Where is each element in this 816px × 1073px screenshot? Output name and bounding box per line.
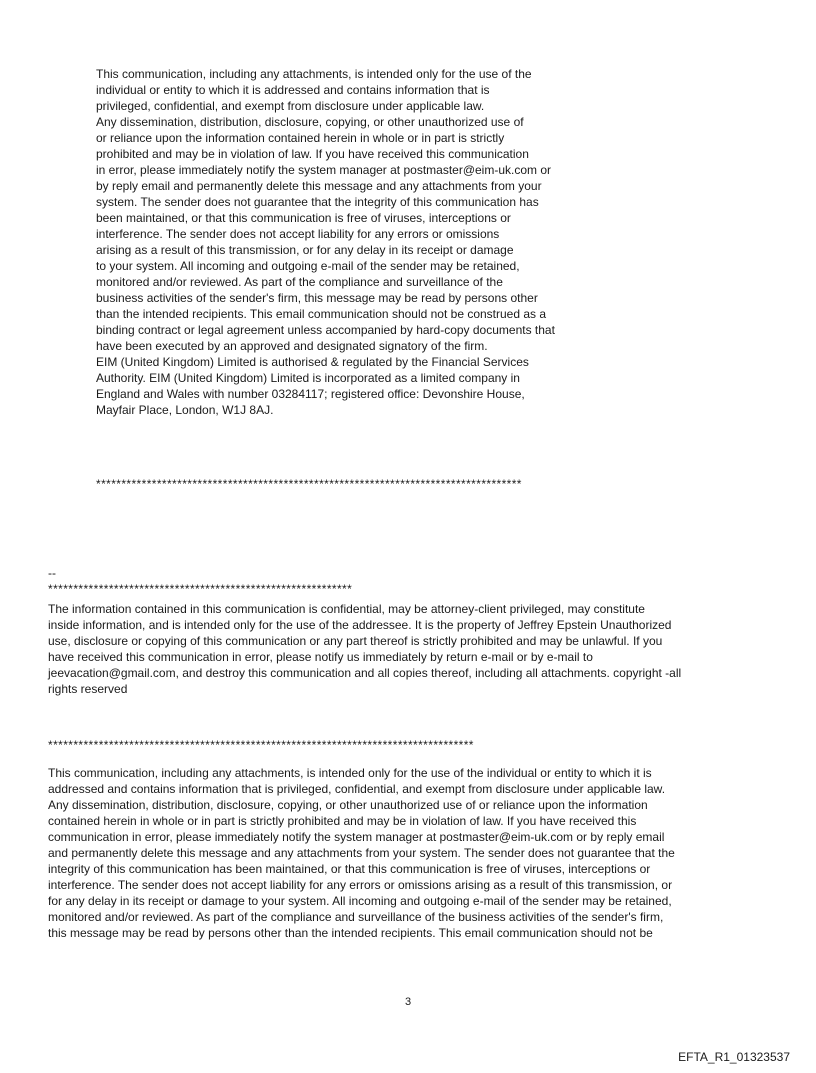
disclaimer-line: Any dissemination, distribution, disclosure, copying, or other unauthorized use of [96,115,524,129]
notice-line: The information contained in this communication is confidential, may be attorney-client privileged, may constitute [48,602,645,616]
disclaimer-line: privileged, confidential, and exempt from disclosure under applicable law. [96,99,485,113]
page-number: 3 [404,996,412,1008]
disclaimer-line: system. The sender does not guarantee that the integrity of this communication has [96,195,539,209]
disclaimer-line: communication in error, please immediately notify the system manager at postmaster@eim-uk.com or by reply email [48,830,665,844]
disclaimer-line: contained herein in whole or in part is strictly prohibited and may be in violation of law. If you have received this [48,814,637,828]
disclaimer-line: monitored and/or reviewed. As part of the compliance and surveillance of the business activities of the sender's firm, [48,910,664,924]
disclaimer-line: England and Wales with number 03284117; registered office: Devonshire House, [96,387,525,401]
notice-line: jeevacation@gmail.com, and destroy this communication and all copies thereof, including all attachments. copyright -all [48,666,682,680]
disclaimer-line: Authority. EIM (United Kingdom) Limited is incorporated as a limited company in [96,371,520,385]
disclaimer-line: have been executed by an approved and designated signatory of the firm. [96,339,488,353]
notice-line: have received this communication in error, please notify us immediately by return e-mail or by e-mail to [48,650,593,664]
notice-line: rights reserved [48,682,128,696]
asterisk-separator: ************************************************************************************ [96,477,522,491]
confidentiality-notice [48,601,681,697]
disclaimer-line: and permanently delete this message and any attachments from your system. The sender does not guarantee that the [48,846,675,860]
second-disclaimer [48,765,675,941]
disclaimer-line: This communication, including any attachments, is intended only for the use of the [96,67,532,81]
asterisk-separator: ************************************************************ [48,582,353,596]
disclaimer-line: by reply email and permanently delete this message and any attachments from your [96,179,542,193]
disclaimer-line: arising as a result of this transmission, or for any delay in its receipt or damage [96,243,514,257]
disclaimer-line: prohibited and may be in violation of law. If you have received this communication [96,147,529,161]
disclaimer-line: addressed and contains information that is privileged, confidential, and exempt from disclosure under applicable law. [48,782,666,796]
disclaimer-line: in error, please immediately notify the system manager at postmaster@eim-uk.com or [96,163,552,177]
disclaimer-line: EIM (United Kingdom) Limited is authorised & regulated by the Financial Services [96,355,529,369]
disclaimer-line: Mayfair Place, London, W1J 8AJ. [96,403,274,417]
document-id: EFTA_R1_01323537 [678,1050,790,1064]
disclaimer-line: interference. The sender does not accept liability for any errors or omissions [96,227,500,241]
disclaimer-line: binding contract or legal agreement unless accompanied by hard-copy documents that [96,323,555,337]
notice-line: inside information, and is intended only for the use of the addressee. It is the property of Jeffrey Epstein Unauthorized [48,618,672,632]
disclaimer-line: been maintained, or that this communication is free of viruses, interceptions or [96,211,511,225]
asterisk-separator: ************************************************************************************ [48,738,474,752]
disclaimer-line: interference. The sender does not accept liability for any errors or omissions arising as a result of this transmission, or [48,878,673,892]
disclaimer-line: This communication, including any attachments, is intended only for the use of the individual or entity to which it is [48,766,652,780]
disclaimer-line: this message may be read by persons other than the intended recipients. This email communication should not be [48,926,653,940]
signature-marker: -- [48,566,56,580]
disclaimer-line: or reliance upon the information contained herein in whole or in part is strictly [96,131,505,145]
disclaimer-line: business activities of the sender's firm, this message may be read by persons other [96,291,538,305]
disclaimer-line: to your system. All incoming and outgoing e-mail of the sender may be retained, [96,259,520,273]
disclaimer-line: individual or entity to which it is addressed and contains information that is [96,83,490,97]
notice-line: use, disclosure or copying of this communication or any part thereof is strictly prohibited and may be unlawful. If you [48,634,663,648]
disclaimer-line: than the intended recipients. This email communication should not be construed as a [96,307,547,321]
disclaimer-line: integrity of this communication has been maintained, or that this communication is free of viruses, interceptions or [48,862,651,876]
disclaimer-line: monitored and/or reviewed. As part of the compliance and surveillance of the [96,275,503,289]
disclaimer-line: for any delay in its receipt or damage to your system. All incoming and outgoing e-mail of the sender may be retained, [48,894,672,908]
disclaimer-line: Any dissemination, distribution, disclosure, copying, or other unauthorized use of or reliance upon the information [48,798,648,812]
first-disclaimer [96,66,555,418]
